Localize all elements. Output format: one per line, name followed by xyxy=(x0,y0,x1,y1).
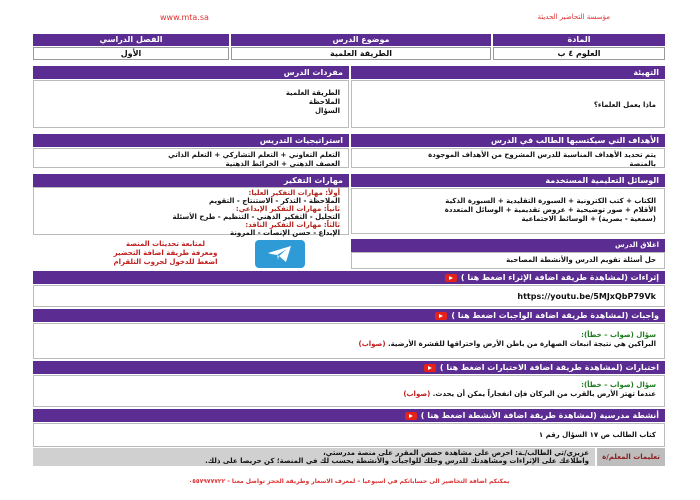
footer-text: يمكنكم اضافة التحاضير الى حساباتكم في اسبوعيا – لمعرف الاسعار وطريقة الحجز تواصل معنا - ٠٥٥٧٩٧٧٧٢٢ xyxy=(188,478,510,485)
strategies-line-2: العصف الذهني + الخرائط الذهنية xyxy=(225,160,340,168)
youtube-icon xyxy=(405,412,417,420)
notes-line-1: عزيزي/تي الطالب/ـة: احرص على مشاهدة حصص المقرر على منصة مدرستي، xyxy=(323,449,589,457)
enrich-title: إثراءات (لمشاهدة طريقة اضافة الإثراء اضغط هنا ) xyxy=(460,273,659,282)
homework-question-text: البراكين هي نتيجة انبعاث الصهارة من باطن الأرض واختراقها للقشرة الأرضية. xyxy=(387,340,656,348)
thinking-text-3: الإبداع - حسن الإنصات - المرونة xyxy=(229,229,340,237)
site-url[interactable]: www.mta.sa xyxy=(160,13,209,22)
notes-box xyxy=(33,448,595,466)
tests-title: اختبارات (لمشاهدة طريقة اضافة الاختبارات اضغط هنا ) xyxy=(439,363,659,372)
vocab-box xyxy=(33,80,349,128)
telegram-button[interactable] xyxy=(255,240,305,268)
enrich-link[interactable]: https://youtu.be/5MJxQbP79Vk xyxy=(517,292,656,301)
promo-line-3: اضغط للدخول لجروب التلقرام xyxy=(113,258,218,266)
subject-value: العلوم ٤ ب xyxy=(493,47,665,60)
youtube-icon xyxy=(424,364,436,372)
resources-line-2: الأقلام + صور توضيحية + عروض تقديمية + الوسائل المتعددة xyxy=(444,206,656,214)
topic-value: الطريقة العلمية xyxy=(231,47,491,60)
objectives-line-2: بالمنصة xyxy=(629,160,656,168)
youtube-icon xyxy=(445,274,457,282)
vocab-title: مفردات الدرس xyxy=(33,66,349,79)
resources-box xyxy=(351,188,665,234)
term-value: الأول xyxy=(33,47,229,60)
enrich-bar[interactable] xyxy=(33,271,665,284)
homework-title: واجبات (لمشاهدة طريقة اضافة الواجبات اضغط هنا ) xyxy=(451,311,659,320)
telegram-promo[interactable] xyxy=(83,240,248,267)
tests-question-text: عندما تهتز الأرض بالقرب من البركان فإن انفجاراً يمكن أن يحدث. xyxy=(432,390,656,398)
closing-box xyxy=(351,252,665,269)
vocab-line-3: السؤال xyxy=(314,107,340,115)
activities-bar[interactable] xyxy=(33,409,665,422)
strategies-title: استراتيجيات التدريس xyxy=(33,134,349,147)
homework-answer: (صواب) xyxy=(358,340,386,348)
tests-answer: (صواب) xyxy=(403,390,431,398)
activities-box xyxy=(33,423,665,447)
activities-title: أنشطة مدرسية (لمشاهدة طريقة اضافة الأنشطة اضغط هنا ) xyxy=(420,411,659,420)
lesson-plan-page xyxy=(33,0,665,500)
strategies-box xyxy=(33,148,349,168)
notes-line-2: واطلاعك على الإثراءات ومشاهدتك للدرس وحلك للواجبات والأنشطة يحسب لك في المنصة؛ كن حريصا على ذلك. xyxy=(205,457,589,465)
closing-title: اغلاق الدرس xyxy=(351,239,665,252)
resources-line-3: (سمعية - بصرية) + الوسائط الاجتماعية xyxy=(521,215,656,223)
objectives-box xyxy=(351,148,665,168)
thinking-title: مهارات التفكير xyxy=(33,174,349,187)
intro-box xyxy=(351,80,665,128)
thinking-text-1: الملاحظة - التذكر - الاستنتاج - التقويم xyxy=(208,197,340,205)
thinking-text-2: التحليل - التفكير الذهني - التنظيم - طرح الأسئلة xyxy=(172,213,340,221)
org-name: مؤسسة التحاضير الحديثة xyxy=(537,13,610,21)
youtube-icon xyxy=(435,312,447,320)
telegram-icon xyxy=(267,245,293,263)
objectives-line-1: يتم تحديد الأهداف المناسبة للدرس المشروح من الأهداف الموجودة xyxy=(428,151,656,159)
intro-title: التهيئة xyxy=(351,66,665,79)
term-label: الفصل الدراسي xyxy=(33,34,229,46)
enrich-box xyxy=(33,285,665,307)
tests-box xyxy=(33,375,665,407)
topic-label: موضوع الدرس xyxy=(231,34,491,46)
tests-question-label: سؤال (صواب – خطأ): xyxy=(581,381,656,389)
top-strip xyxy=(33,13,665,27)
thinking-heading-1: أولاً: مهارات التفكير العليا: xyxy=(248,189,340,197)
strategies-line-1: التعلم التعاوني + التعلم التشاركي + التعلم الذاتي xyxy=(168,151,340,159)
closing-text: حل أسئلة تقويم الدرس والأنشطة المصاحبة xyxy=(506,256,656,264)
tests-bar[interactable] xyxy=(33,361,665,374)
thinking-box xyxy=(33,187,349,235)
intro-text: ماذا يعمل العلماء؟ xyxy=(593,101,656,109)
promo-line-2: ومعرفة طريقة اضافة التحضير xyxy=(113,249,218,257)
subject-label: المادة xyxy=(493,34,665,46)
thinking-heading-3: ثالثاً: مهارات التفكير الناقد: xyxy=(245,221,340,229)
homework-box xyxy=(33,323,665,359)
vocab-line-2: الملاحظة xyxy=(308,98,340,106)
homework-question-label: سؤال (صواب – خطأ): xyxy=(581,331,656,339)
activities-text: كتاب الطالب ص ١٧ السؤال رقم ١ xyxy=(538,431,656,439)
resources-title: الوسائل التعليمية المستخدمة xyxy=(351,174,665,187)
thinking-heading-2: ثانياً: مهارات التفكير الإبداعي: xyxy=(235,205,340,213)
resources-line-1: الكتاب + كتب الكترونية + السبورة التقليدية + السبورة الذكية xyxy=(445,197,656,205)
vocab-line-1: الطريقة العلمية xyxy=(285,89,340,97)
homework-bar[interactable] xyxy=(33,309,665,322)
promo-line-1: لمتابعة تحديثات المنصة xyxy=(125,240,206,248)
notes-label: تعليمات المعلم/ة xyxy=(597,448,665,466)
objectives-title: الأهداف التي سيكتسبها الطالب في الدرس xyxy=(351,134,665,147)
